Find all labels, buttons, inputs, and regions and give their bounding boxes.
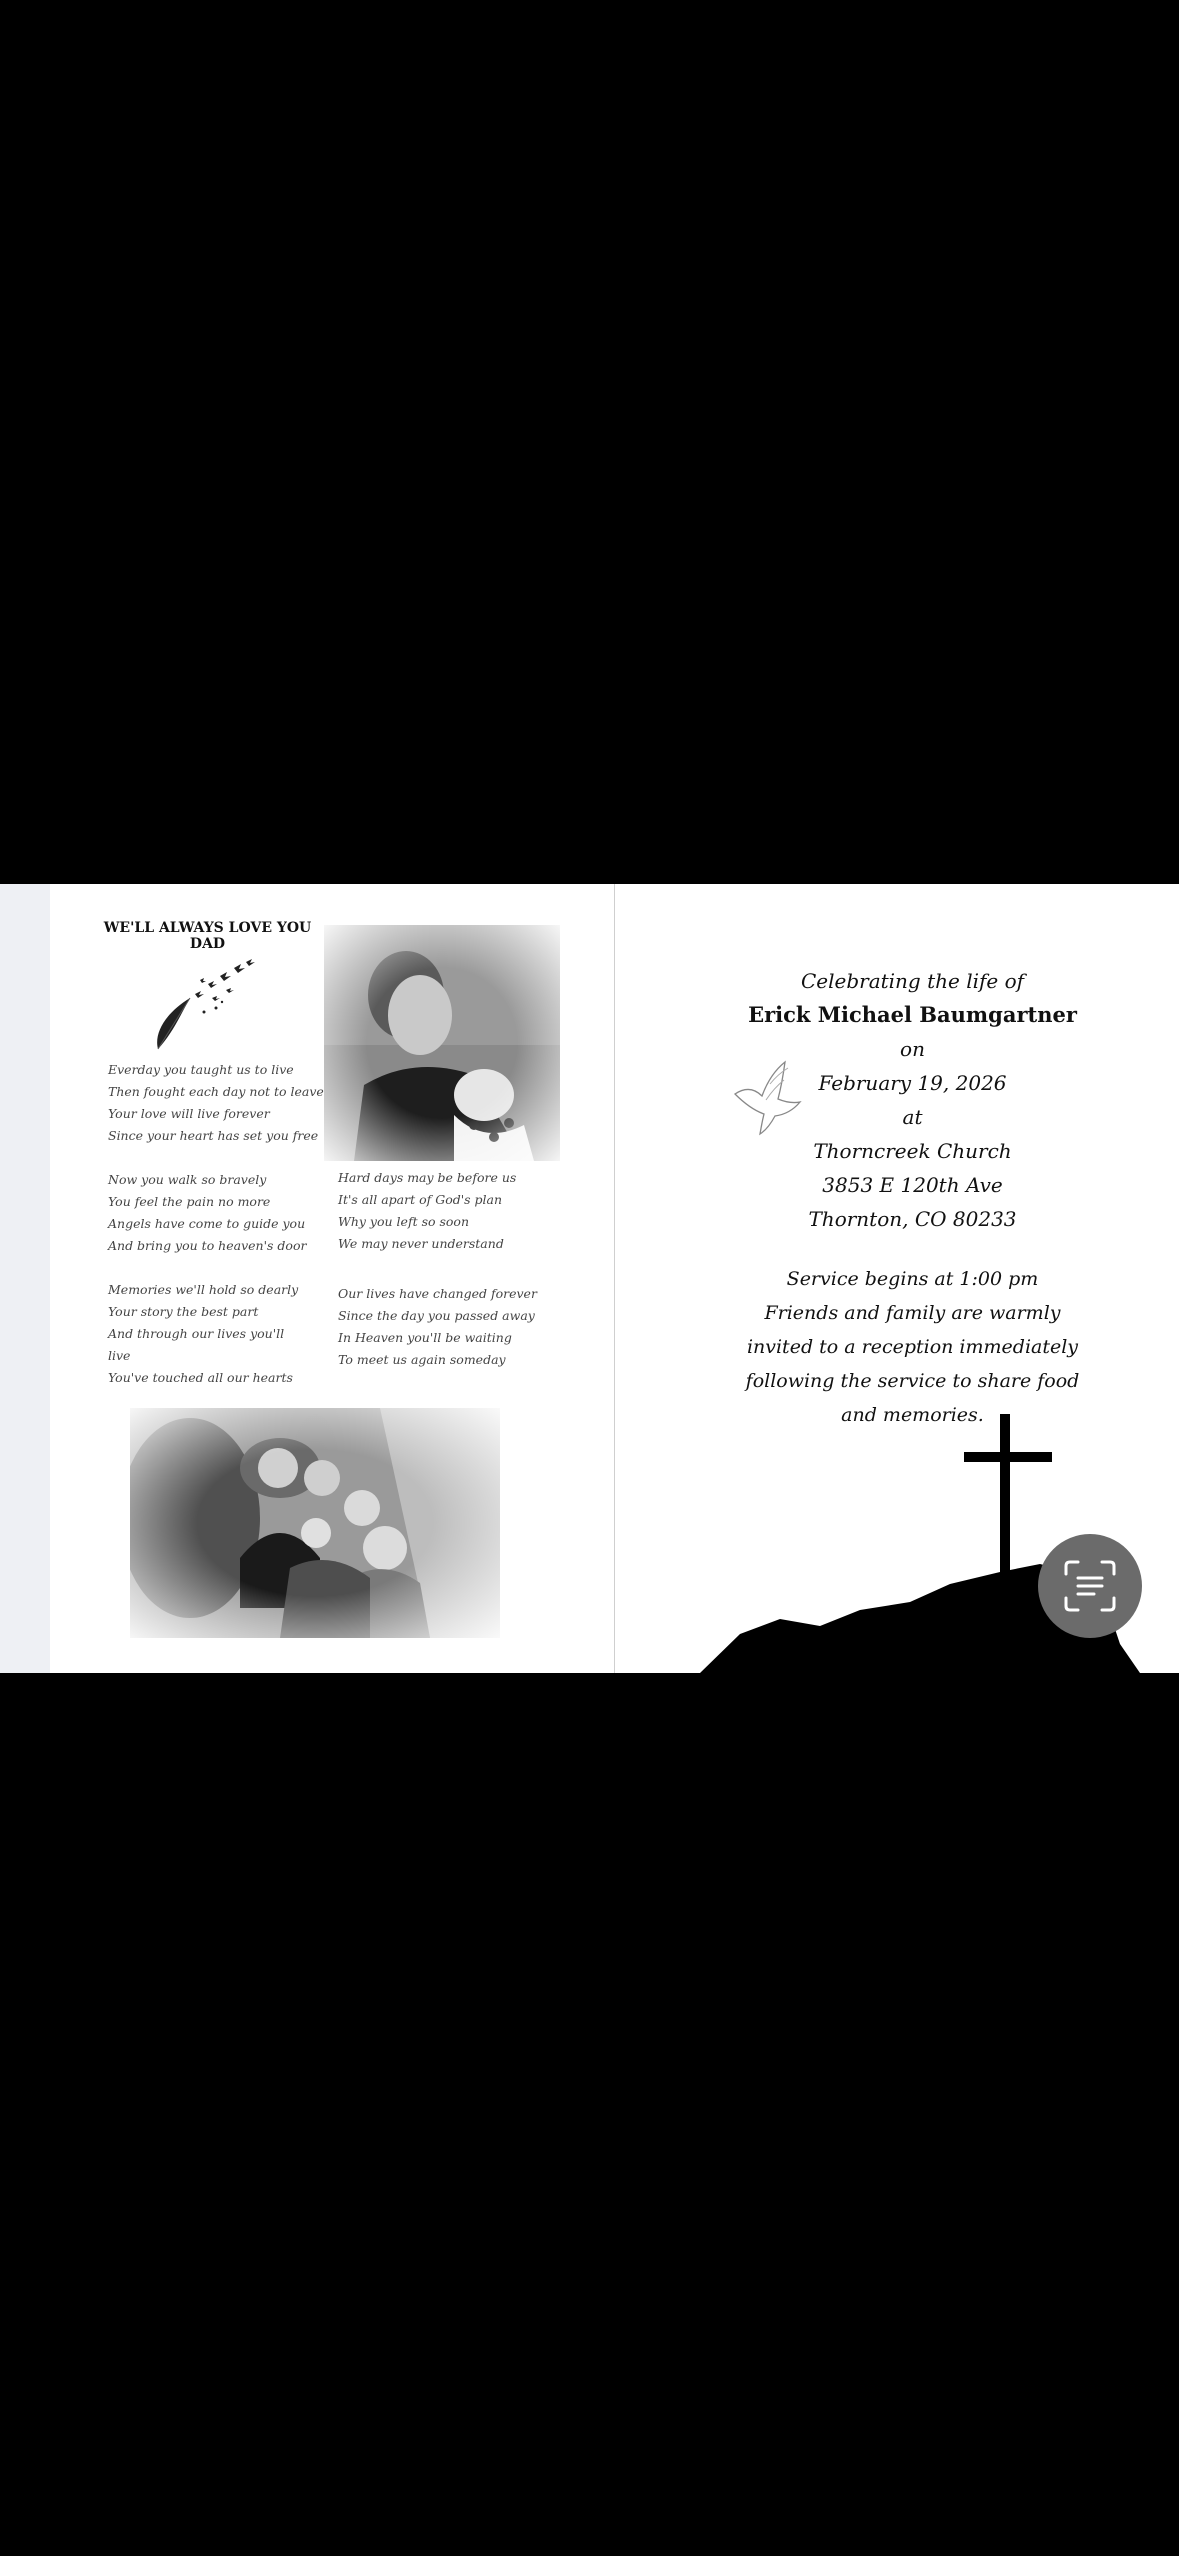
poem-column-2 [338,1167,537,1371]
poem-line: live [108,1348,131,1363]
poem-line: To meet us again someday [338,1352,506,1367]
scan-text-icon [1062,1558,1118,1614]
poem-line: In Heaven you'll be waiting [338,1330,512,1345]
poem-line: Our lives have changed forever [338,1286,537,1301]
reception-line: Friends and family are warmly [764,1302,1061,1324]
celebrating-line: Celebrating the life of [800,969,1025,993]
poem-line: Since the day you passed away [338,1308,535,1323]
poem-line: Now you walk so bravely [108,1172,267,1187]
poem-line: And through our lives you'll [108,1326,285,1341]
poem-line: Angels have come to guide you [108,1216,306,1231]
service-details [700,964,1125,1236]
poem-line: Your love will live forever [108,1106,270,1121]
venue-name: Thorncreek Church [813,1139,1012,1163]
scan-text-button[interactable] [1038,1534,1142,1638]
venue-city: Thornton, CO 80233 [808,1207,1017,1231]
poem-line: Hard days may be before us [338,1170,517,1185]
poem-top-stanza [108,1059,324,1147]
deceased-name: Erick Michael Baumgartner [748,1002,1077,1027]
left-page-title: WE'LL ALWAYS LOVE YOU DAD [103,920,312,952]
page-fold [614,884,615,1673]
poem-line: We may never understand [338,1236,504,1251]
service-date: February 19, 2026 [818,1071,1007,1095]
service-info [700,1262,1125,1432]
poem-line: Then fought each day not to leave [108,1084,324,1099]
poem-line: Memories we'll hold so dearly [108,1282,299,1297]
poem-line: Everday you taught us to live [108,1062,294,1077]
venue-street: 3853 E 120th Ave [822,1173,1003,1197]
photo-family-group [130,1408,500,1638]
feather-birds-graphic [150,954,260,1054]
at-line: at [902,1105,923,1129]
poem-line: Since your heart has set you free [108,1128,319,1143]
on-line: on [900,1037,925,1061]
poem-line [338,1255,537,1283]
poem-line [108,1257,306,1279]
poem-line: You feel the pain no more [108,1194,271,1209]
reception-line: and memories. [841,1404,984,1426]
poem-line: It's all apart of God's plan [338,1192,503,1207]
poem-column-1 [108,1169,306,1389]
poem-line: You've touched all our hearts [108,1370,293,1385]
poem-line: And bring you to heaven's door [108,1238,307,1253]
reception-line: invited to a reception immediately [746,1336,1079,1358]
poem-line: Why you left so soon [338,1214,469,1229]
reception-line: following the service to share food [745,1370,1080,1392]
page-edge [0,884,50,1673]
poem-line: Your story the best part [108,1304,259,1319]
memorial-card-spread [0,884,1179,1673]
service-time: Service begins at 1:00 pm [786,1268,1039,1290]
photo-dad-holding-baby [324,925,560,1161]
